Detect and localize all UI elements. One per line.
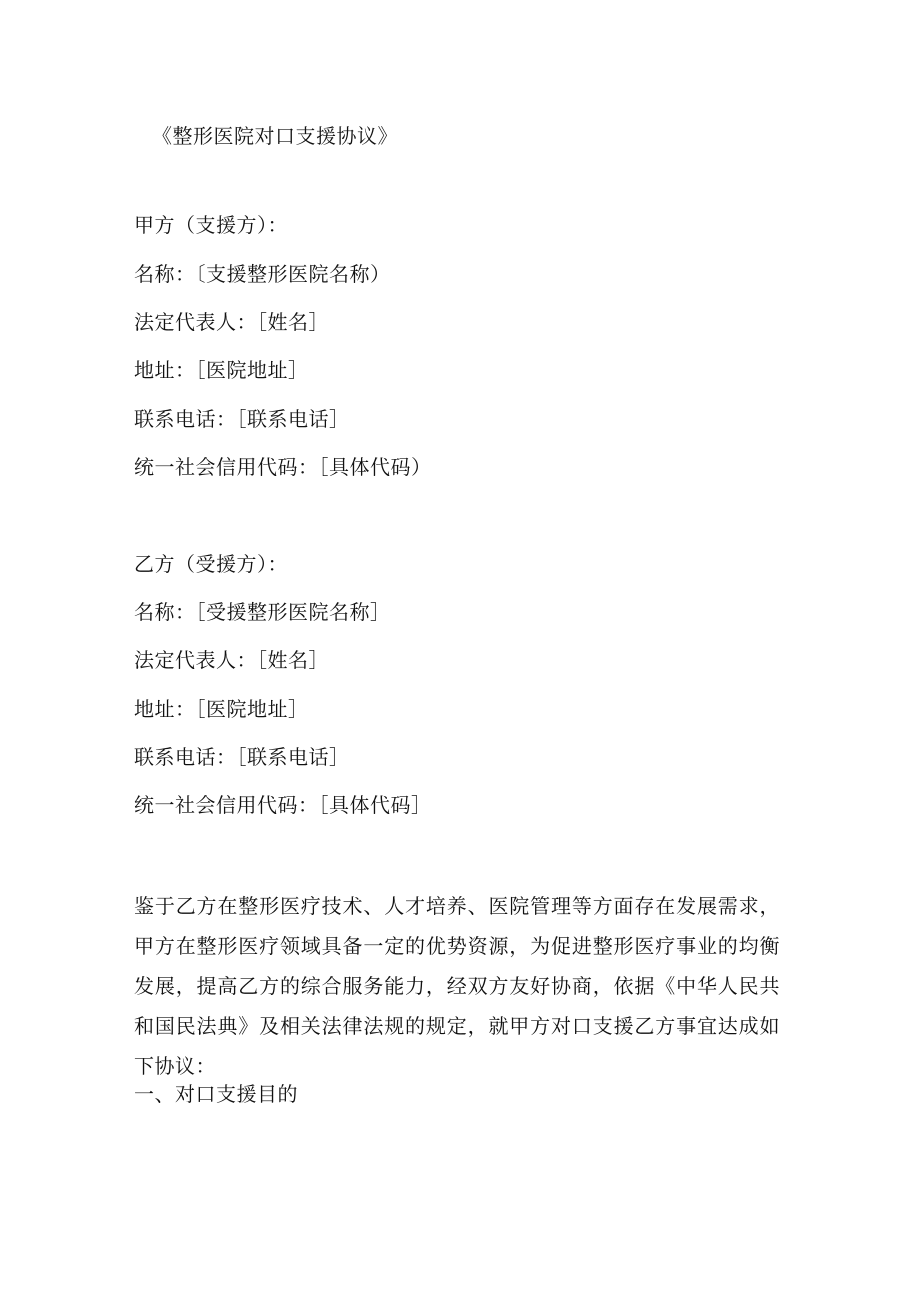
party-b-credit-code: 统一社会信用代码：［具体代码］ [134,793,432,817]
document-title: 《整形医院对口支援协议》 [152,124,398,148]
party-a-address: 地址：［医院地址］ [134,358,309,382]
section-1-heading: 一、对口支援目的 [134,1082,298,1106]
party-a-legal-rep: 法定代表人：［姓名］ [134,310,329,334]
party-a-credit-code: 统一社会信用代码：［具体代码） [134,455,432,479]
party-a-name: 名称：〔支援整形医院名称） [134,262,391,286]
party-a-heading: 甲方（支援方）： [134,213,288,237]
party-b-name: 名称：［受援整形医院名称］ [134,600,391,624]
party-b-address: 地址：［医院地址］ [134,697,309,721]
party-b-phone: 联系电话：［联系电话］ [134,745,350,769]
preamble-paragraph: 鉴于乙方在整形医疗技术、人才培养、医院管理等方面存在发展需求，甲方在整形医疗领域具备一定的优势资源，为促进整形医疗事业的均衡发展，提高乙方的综合服务能力，经双方友好协商，依据《中华人民共和国民法典》及相关法律法规的规定，就甲方对口支援乙方事宜达成如下协议： [134,894,780,1078]
party-a-phone: 联系电话：［联系电话］ [134,407,350,431]
party-b-heading: 乙方（受援方）： [134,552,288,576]
party-b-legal-rep: 法定代表人：［姓名］ [134,648,329,672]
